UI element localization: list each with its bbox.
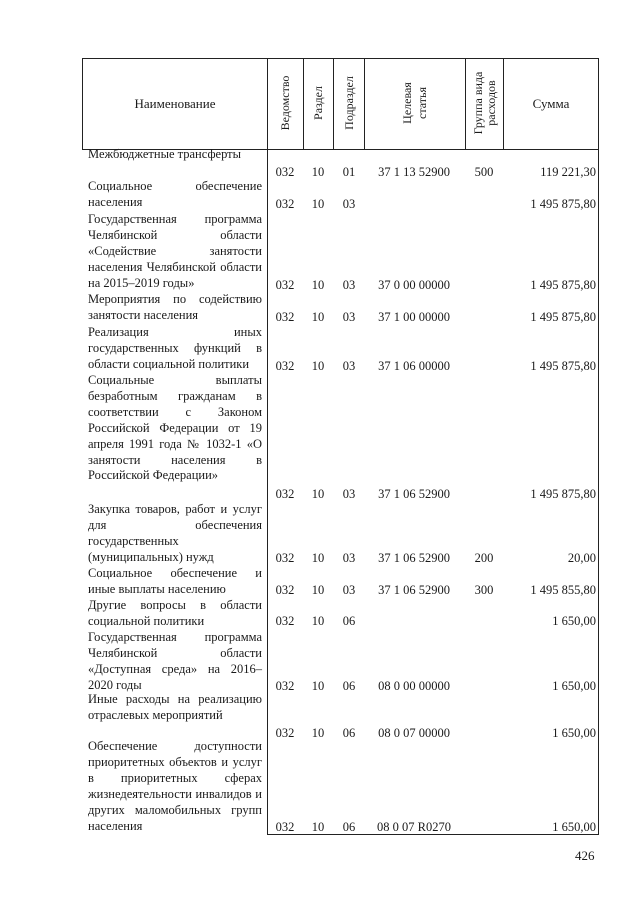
col-divider-1 xyxy=(267,58,268,834)
header-gruppa-line2: расходов xyxy=(484,80,498,126)
row-name: Обеспечение доступности приоритетных объектов и услуг в приоритетных сферах жизнедеятельности инвалидов и других маломобильных групп населения xyxy=(88,739,262,833)
header-summa: Сумма xyxy=(532,96,570,111)
row-vedomstvo: 032 xyxy=(275,614,295,628)
row-podrazdel: 03 xyxy=(342,278,356,292)
row-name: Иные расходы на реализацию отраслевых мероприятий xyxy=(88,692,262,722)
row-razdel: 10 xyxy=(311,726,325,740)
row-podrazdel: 03 xyxy=(342,487,356,501)
row-razdel: 10 xyxy=(311,165,325,179)
row-summa: 1 495 875,80 xyxy=(530,310,596,324)
row-summa: 1 495 875,80 xyxy=(530,197,596,211)
row-podrazdel: 03 xyxy=(342,197,356,211)
row-podrazdel: 03 xyxy=(342,583,356,597)
row-razdel: 10 xyxy=(311,359,325,373)
row-name: Мероприятия по содействию занятости населения xyxy=(88,292,262,322)
row-vedomstvo: 032 xyxy=(275,197,295,211)
header-vedomstvo: Ведомство xyxy=(278,75,292,131)
row-name: Государственная программа Челябинской области «Содействие занятости населения Челябинской области на 2015–2019 годы» xyxy=(88,212,262,290)
table-right-border xyxy=(598,58,599,834)
row-summa: 1 650,00 xyxy=(552,726,596,740)
col-divider-4 xyxy=(364,58,365,150)
row-vedomstvo: 032 xyxy=(275,583,295,597)
row-summa: 1 495 875,80 xyxy=(530,487,596,501)
row-summa: 1 495 875,80 xyxy=(530,278,596,292)
row-vedomstvo: 032 xyxy=(275,726,295,740)
row-podrazdel: 03 xyxy=(342,310,356,324)
header-razdel: Раздел xyxy=(311,86,325,120)
row-podrazdel: 03 xyxy=(342,551,356,565)
header-name: Наименование xyxy=(134,96,216,111)
row-statya: 37 1 13 52900 xyxy=(378,165,450,179)
row-statya: 37 0 00 00000 xyxy=(378,278,450,292)
row-podrazdel: 06 xyxy=(342,820,356,834)
row-razdel: 10 xyxy=(311,197,325,211)
row-razdel: 10 xyxy=(311,551,325,565)
row-vedomstvo: 032 xyxy=(275,679,295,693)
row-vedomstvo: 032 xyxy=(275,820,295,834)
col-divider-3 xyxy=(333,58,334,150)
row-statya: 37 1 06 52900 xyxy=(378,487,450,501)
row-name: Другие вопросы в области социальной политики xyxy=(88,598,262,628)
row-name: Социальное обеспечение и иные выплаты населению xyxy=(88,566,262,596)
row-razdel: 10 xyxy=(311,278,325,292)
row-statya: 08 0 07 00000 xyxy=(378,726,450,740)
row-vedomstvo: 032 xyxy=(275,487,295,501)
col-divider-2 xyxy=(303,58,304,150)
row-summa: 1 650,00 xyxy=(552,820,596,834)
header-celevaya-line2: статья xyxy=(415,87,429,119)
row-podrazdel: 06 xyxy=(342,614,356,628)
row-razdel: 10 xyxy=(311,310,325,324)
row-razdel: 10 xyxy=(311,820,325,834)
row-statya: 37 1 06 52900 xyxy=(378,583,450,597)
row-summa: 20,00 xyxy=(567,551,596,565)
row-podrazdel: 03 xyxy=(342,359,356,373)
row-name: Межбюджетные трансферты xyxy=(88,147,242,161)
row-name: Государственная программа Челябинской области «Доступная среда» на 2016–2020 годы xyxy=(88,630,262,692)
row-vedomstvo: 032 xyxy=(275,359,295,373)
header-gruppa-line1: Группа вида xyxy=(471,71,485,135)
row-razdel: 10 xyxy=(311,614,325,628)
row-name: Социальные выплаты безработным гражданам в соответствии с Законом Российской Федерации от 19 апреля 1991 года № 1032-1 «О занятости населения в Российской Федерации» xyxy=(88,373,262,483)
row-name: Реализация иных государственных функций в области социальной политики xyxy=(88,325,262,371)
header-celevaya-line1: Целевая xyxy=(400,82,414,124)
row-razdel: 10 xyxy=(311,583,325,597)
row-vedomstvo: 032 xyxy=(275,165,295,179)
row-razdel: 10 xyxy=(311,487,325,501)
row-podrazdel: 06 xyxy=(342,679,356,693)
row-gruppa: 500 xyxy=(474,165,494,179)
row-summa: 1 650,00 xyxy=(552,679,596,693)
row-gruppa: 300 xyxy=(474,583,494,597)
header-podrazdel: Подраздел xyxy=(342,76,356,130)
row-name: Закупка товаров, работ и услуг для обеспечения государственных (муниципальных) нужд xyxy=(88,502,262,564)
row-statya: 37 1 06 00000 xyxy=(378,359,450,373)
page-number: 426 xyxy=(575,848,595,863)
row-summa: 1 650,00 xyxy=(552,614,596,628)
row-statya: 08 0 00 00000 xyxy=(378,679,450,693)
row-vedomstvo: 032 xyxy=(275,278,295,292)
row-podrazdel: 06 xyxy=(342,726,356,740)
row-name: Социальное обеспечение населения xyxy=(88,179,262,209)
row-vedomstvo: 032 xyxy=(275,310,295,324)
row-statya: 08 0 07 R0270 xyxy=(377,820,451,834)
row-vedomstvo: 032 xyxy=(275,551,295,565)
row-summa: 1 495 855,80 xyxy=(530,583,596,597)
row-podrazdel: 01 xyxy=(342,165,356,179)
row-summa: 1 495 875,80 xyxy=(530,359,596,373)
row-gruppa: 200 xyxy=(474,551,494,565)
row-statya: 37 1 06 52900 xyxy=(378,551,450,565)
row-statya: 37 1 00 00000 xyxy=(378,310,450,324)
row-razdel: 10 xyxy=(311,679,325,693)
row-summa: 119 221,30 xyxy=(540,165,596,179)
col-divider-5 xyxy=(465,58,466,150)
